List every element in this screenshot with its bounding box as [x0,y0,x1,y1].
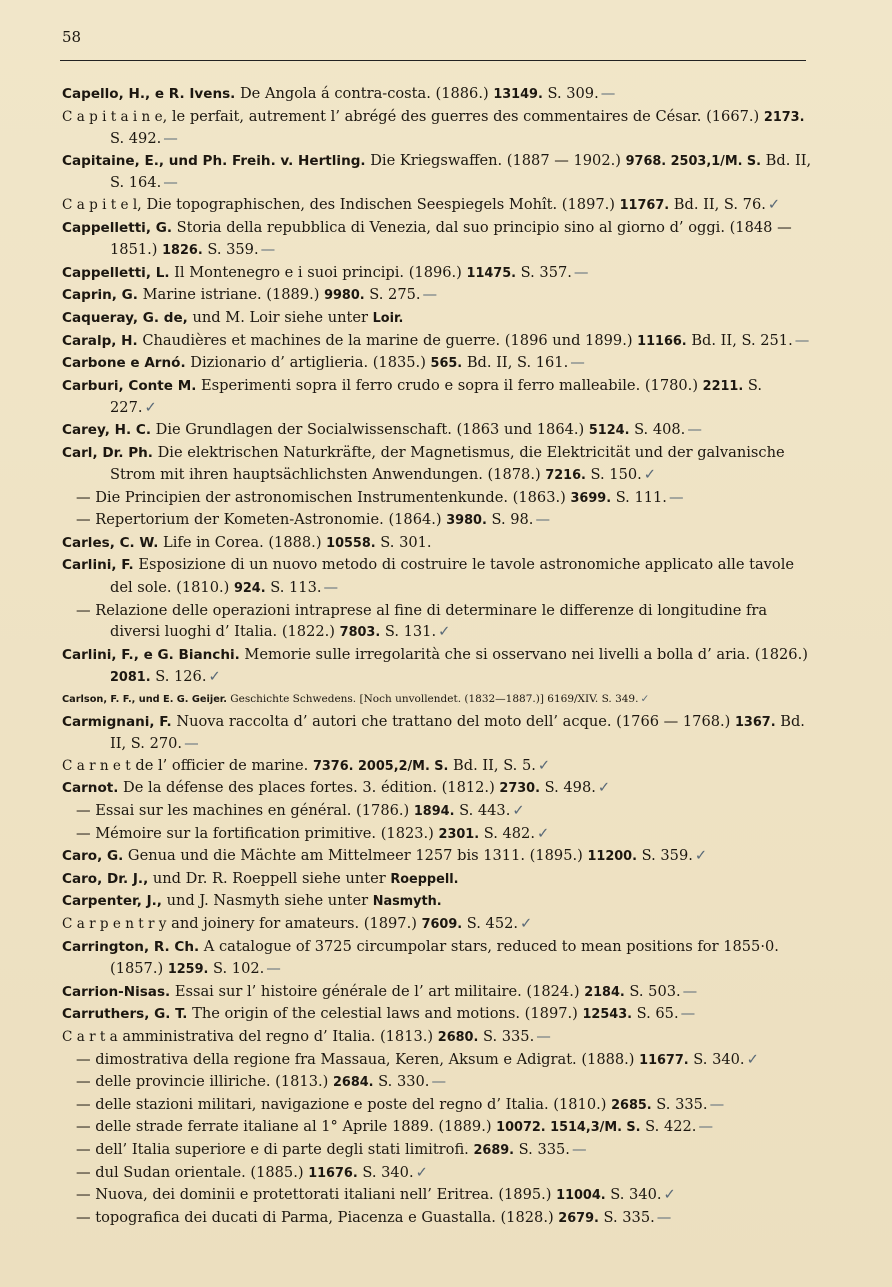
index-entry [62,509,812,532]
entry-catalog-number: 2301. [438,826,480,842]
entry-author: Capello, H., e R. Ivens. [62,86,236,102]
index-entry [62,1003,812,1026]
entry-title: Chaudières et machines de la marine de guerre. (1896 und 1899.) [137,331,638,349]
entry-page-ref: S. 301. [375,533,432,551]
entry-title: and joinery for amateurs. (1897.) [166,914,422,932]
entry-author: C a r t a [62,1028,118,1045]
entry-author: Carbone e Arnó. [62,355,186,372]
entry-page-ref: S. 422. [640,1118,697,1136]
ditto-dash: — [76,1186,96,1204]
entry-page-ref: Bd. II, S. 270. [110,712,805,753]
entry-catalog-number: 2730. [499,781,540,797]
entry-page-ref: S. 452. [462,914,519,932]
index-entry [62,644,812,689]
ditto-dash: — [76,511,96,529]
entry-page-ref: S. 492. [110,130,162,148]
index-entry [62,352,812,375]
handwritten-check-mark-icon: ✓ [537,756,551,774]
entry-title: A catalogue of 3725 circumpolar stars, reduced to mean positions for 1855·0. (1857.) [110,937,779,978]
entry-catalog-number: 2679. [558,1210,599,1226]
entry-author: Carlini, F. [62,557,134,574]
entry-title: Nuova raccolta d’ autori che trattano del moto dell’ acque. (1766 — 1768.) [171,712,735,730]
index-entry [62,777,812,800]
index-entry [62,868,812,891]
entry-author: Carburi, Conte M. [62,377,197,394]
entry-catalog-number: 11767. [619,197,670,213]
handwritten-check-mark-icon: — [571,1140,587,1158]
entry-title: Repertorium der Kometen-Astronomie. (1864.) [95,511,447,529]
entry-page-ref: S. 126. [150,668,207,686]
entry-catalog-number: 10072. 1514,3/M. S. [496,1120,641,1136]
entry-author: C a p i t a i n e [62,108,163,125]
entry-catalog-number: 11166. [637,333,687,349]
index-entry [62,755,812,778]
entry-page-ref: Bd. II, S. 164. [110,151,812,192]
entry-title: Relazione delle operazioni intraprese al fine di determinare le differenze di longitudine fra diversi luoghi d’ Italia. (1822.) [95,601,768,641]
index-entries [62,83,812,1229]
index-entry [62,800,812,823]
entry-page-ref: Bd. II, S. 5. [448,756,536,774]
ditto-dash: — [76,1118,96,1136]
entry-catalog-number: 11004. [556,1188,606,1204]
ditto-dash: — [76,802,96,819]
entry-catalog-number: 11676. [308,1165,358,1181]
handwritten-check-mark-icon: — [260,241,276,259]
handwritten-check-mark-icon: — [323,579,339,597]
handwritten-check-mark-icon: — [600,85,616,102]
handwritten-check-mark-icon: — [573,263,589,281]
index-entry [62,936,812,981]
entry-page-ref: S. 330. [373,1073,430,1091]
index-entry [62,890,812,913]
entry-author: Carlson, F. F., und E. G. Geijer. [62,694,227,706]
entry-title: Marine istriane. (1889.) [137,286,325,304]
entry-title: topografica dei ducati di Parma, Piacenza e Guastalla. (1828.) [95,1208,559,1226]
page-number: 58 [62,28,82,46]
ditto-dash: — [76,1163,96,1181]
index-entry [62,1139,812,1162]
index-entry [62,600,812,644]
entry-catalog-number: 11677. [639,1052,689,1068]
entry-author: C a r n e t [62,757,131,774]
index-entry [62,442,812,487]
entry-title: Dizionario d’ artiglieria. (1835.) [185,354,431,372]
entry-author: Carey, H. C. [62,421,151,438]
entry-catalog-number: Loir. [372,310,404,326]
entry-author: Carnot. [62,780,119,797]
index-entry [62,307,812,330]
index-entry [62,194,812,217]
index-entry [62,217,812,262]
entry-page-ref: S. 98. [486,511,534,529]
entry-author: Capitaine, E., und Ph. Freih. v. Hertling. [62,152,366,169]
entry-catalog-number: 2680. [437,1029,479,1045]
ditto-dash: — [76,1050,96,1068]
index-entry [62,419,812,442]
entry-title: De Angola á contra-costa. (1886.) [235,85,494,102]
handwritten-check-mark-icon: — [431,1073,447,1091]
entry-title: Nuova, dei dominii e protettorati italiani nell’ Eritrea. (1895.) [95,1186,557,1204]
index-entry [62,262,812,285]
entry-page-ref: S. 150. [585,466,642,484]
entry-page-ref: S. 340. [357,1163,414,1181]
index-entry [62,1049,812,1072]
entry-title: dell’ Italia superiore e di parte degli stati limitrofi. [95,1140,474,1158]
handwritten-check-mark-icon: ✓ [746,1050,759,1068]
handwritten-check-mark-icon: ✓ [536,824,550,842]
entry-title: und M. Loir siehe unter [187,308,373,326]
entry-catalog-number: 11200. [587,849,637,865]
entry-author: Caprin, G. [62,287,138,304]
entry-title: delle strade ferrate italiane al 1° Aprile 1889. (1889.) [95,1118,497,1136]
entry-page-ref: S. 357. [516,263,572,281]
entry-catalog-number: 13149. [493,87,543,102]
handwritten-check-mark-icon: — [794,331,810,349]
index-entry [62,823,812,846]
entry-page-ref: S. 65. [632,1005,679,1023]
index-entry [62,83,812,106]
handwritten-check-mark-icon: — [687,420,702,438]
ditto-dash: — [76,488,96,506]
entry-author: Carmignani, F. [62,713,172,730]
entry-page-ref: S. 503. [624,982,681,1000]
entry-page-ref: S. 335. [478,1027,535,1045]
index-entry [62,981,812,1004]
entry-catalog-number: 3699. [570,490,612,506]
handwritten-check-mark-icon: ✓ [520,914,533,932]
entry-title: Die elektrischen Naturkräfte, der Magnetismus, die Elektricität und der galvanische Strom mit ihren hauptsächlichsten Anwendungen. (1878.) [110,443,785,484]
index-entry [62,845,812,868]
entry-catalog-number: 2173. [763,109,805,125]
index-entry [62,532,812,555]
entry-catalog-number: 12543. [582,1007,632,1023]
entry-title: amministrativa del regno d’ Italia. (1813.) [117,1027,438,1045]
handwritten-check-mark-icon: ✓ [208,668,221,686]
entry-catalog-number: 2211. [702,378,744,394]
index-entry [62,1094,812,1117]
index-entry [62,330,812,353]
entry-author: Caqueray, G. de, [62,309,188,326]
entry-catalog-number: 1894. [413,804,455,819]
entry-title: Il Montenegro e i suoi principi. (1896.) [169,263,467,281]
handwritten-check-mark-icon: ✓ [663,1186,676,1204]
header-rule [60,60,806,61]
handwritten-check-mark-icon: ✓ [767,195,781,213]
entry-catalog-number: 5124. [588,422,630,438]
entry-catalog-number: 11475. [466,265,517,281]
index-entry [62,1207,812,1230]
entry-page-ref: S. 443. [454,802,511,819]
entry-catalog-number: 565. [430,356,463,372]
entry-title: Geschichte Schwedens. [Noch unvollendet. (1832—1887.)] 6169/XIV. S. 349. [226,693,639,706]
entry-page-ref: S. 102. [208,960,265,978]
entry-title: Storia della repubblica di Venezia, dal suo principio sino al giorno d’ oggi. (1848 — 1851.) [110,218,792,259]
index-entry [62,711,812,755]
entry-title: Esperimenti sopra il ferro crudo e sopra il ferro malleabile. (1780.) [196,376,703,394]
entry-page-ref: S. 498. [539,779,596,797]
ditto-dash: — [76,1208,96,1226]
entry-catalog-number: 9768. 2503,1/M. S. [625,153,762,169]
entry-catalog-number: 2684. [332,1075,374,1091]
entry-catalog-number: 10558. [326,535,376,551]
entry-title: Genua und die Mächte am Mittelmeer 1257 bis 1311. (1895.) [123,847,588,865]
entry-page-ref: S. 482. [479,824,535,842]
entry-author: Carrion-Nisas. [62,983,171,1000]
entry-page-ref: Bd. II, S. 161. [462,354,569,372]
index-entry [62,1026,812,1049]
handwritten-check-mark-icon: — [536,1027,551,1045]
entry-author: Carl, Dr. Ph. [62,444,153,461]
entry-author: Carruthers, G. T. [62,1006,188,1023]
index-entry [62,1162,812,1185]
handwritten-check-mark-icon: — [184,735,199,753]
entry-page-ref: S. 335. [651,1095,708,1113]
entry-title: , Die topographischen, des Indischen Seespiegels Mohît. (1897.) [137,195,620,213]
index-entry [62,554,812,599]
entry-catalog-number: Roeppell. [390,871,459,887]
ditto-dash: — [76,601,96,619]
entry-catalog-number: 9980. [324,288,365,304]
ditto-dash: — [76,1073,96,1091]
entry-catalog-number: 7216. [545,468,586,484]
index-entry [62,1184,812,1207]
entry-author: Caro, G. [62,848,124,865]
entry-title: De la défense des places fortes. 3. édition. (1812.) [118,779,500,797]
entry-author: Carrington, R. Ch. [62,938,200,955]
entry-page-ref: S. 131. [380,623,437,641]
entry-page-ref: S. 408. [629,420,686,438]
handwritten-check-mark-icon: — [680,1005,696,1023]
entry-title: Essai sur les machines en général. (1786.) [95,802,414,819]
entry-author: Cappelletti, G. [62,219,172,236]
entry-title: Die Grundlagen der Socialwissenschaft. (1863 und 1864.) [150,420,589,438]
ditto-dash: — [76,1140,96,1158]
entry-title: delle stazioni militari, navigazione e poste del regno d’ Italia. (1810.) [95,1095,612,1113]
entry-page-ref: S. 359. [202,241,259,259]
index-entry [62,284,812,307]
entry-page-ref: S. 335. [598,1208,655,1226]
entry-catalog-number: 7609. [421,916,463,932]
handwritten-check-mark-icon: ✓ [643,466,657,484]
entry-title: The origin of the celestial laws and motions. (1897.) [187,1005,583,1023]
handwritten-check-mark-icon: — [682,982,698,1000]
entry-title: dul Sudan orientale. (1885.) [95,1163,309,1181]
ditto-dash: — [76,1095,96,1113]
index-entry [62,689,812,711]
handwritten-check-mark-icon: — [422,286,438,304]
entry-author: Caralp, H. [62,332,138,349]
entry-title: dimostrativa della regione fra Massaua, Keren, Aksum e Adigrat. (1888.) [95,1050,640,1068]
handwritten-check-mark-icon: ✓ [144,399,157,417]
entry-title: , le perfait, autrement l’ abrégé des guerres des commentaires de César. (1667.) [162,107,764,125]
entry-page-ref: S. 340. [688,1050,745,1068]
entry-page-ref: Bd. II, S. 76. [669,195,766,213]
entry-catalog-number: Nasmyth. [372,894,442,910]
entry-author: Carles, C. W. [62,534,159,551]
entry-title: und Dr. R. Roeppell siehe unter [148,869,391,887]
ditto-dash: — [76,824,96,842]
entry-title: Memorie sulle irregolarità che si osservano nei livelli a bolla d’ aria. (1826.) [239,645,808,663]
entry-page-ref: S. 113. [265,579,322,597]
entry-title: Die Principien der astronomischen Instrumentenkunde. (1863.) [95,488,571,506]
handwritten-check-mark-icon: — [163,174,178,192]
index-entry [62,487,812,510]
entry-title: Die Kriegswaffen. (1887 — 1902.) [365,151,626,169]
entry-page-ref: S. 335. [514,1140,570,1158]
entry-author: Carpenter, J., [62,893,162,910]
entry-title: Esposizione di un nuovo metodo di costruire le tavole astronomiche applicato alle tavole del sole. (1810.) [110,556,795,597]
handwritten-check-mark-icon: ✓ [640,693,650,706]
entry-catalog-number: 2184. [584,984,625,1000]
handwritten-check-mark-icon: — [570,354,585,372]
index-entry [62,375,812,419]
entry-author: C a p i t e l [62,196,138,213]
entry-title: Essai sur l’ histoire générale de l’ art militaire. (1824.) [170,982,585,1000]
index-entry [62,913,812,936]
handwritten-check-mark-icon: ✓ [512,802,525,819]
entry-page-ref: Bd. II, S. 251. [686,331,793,349]
entry-author: Carlini, F., e G. Bianchi. [62,646,240,663]
entry-catalog-number: 1259. [167,962,209,978]
entry-page-ref: S. 227. [110,376,762,417]
entry-page-ref: S. 340. [605,1186,662,1204]
handwritten-check-mark-icon: — [535,511,551,529]
handwritten-check-mark-icon: ✓ [415,1163,428,1181]
entry-page-ref: S. 359. [636,847,693,865]
entry-title: und J. Nasmyth siehe unter [161,892,373,910]
entry-catalog-number: 7803. [339,625,381,641]
handwritten-check-mark-icon: — [668,488,684,506]
entry-catalog-number: 2081. [110,670,151,686]
handwritten-check-mark-icon: ✓ [694,847,708,865]
entry-author: Caro, Dr. J., [62,870,149,887]
handwritten-check-mark-icon: ✓ [597,779,611,797]
entry-catalog-number: 924. [233,581,266,597]
entry-author: Cappelletti, L. [62,264,170,281]
entry-page-ref: S. 309. [542,85,599,102]
entry-catalog-number: 2685. [611,1097,652,1113]
handwritten-check-mark-icon: — [656,1208,672,1226]
entry-catalog-number: 1826. [162,243,203,259]
index-entry [62,1116,812,1139]
entry-author: C a r p e n t r y [62,915,167,932]
entry-page-ref: S. 111. [611,488,667,506]
handwritten-check-mark-icon: — [163,130,178,148]
entry-catalog-number: 1367. [735,714,776,730]
index-entry [62,150,812,194]
entry-title: Mémoire sur la fortification primitive. (1823.) [95,824,439,842]
entry-catalog-number: 2689. [473,1142,515,1158]
entry-title: de l’ officier de marine. [130,756,313,774]
index-entry [62,106,812,150]
handwritten-check-mark-icon: ✓ [438,623,451,641]
handwritten-check-mark-icon: — [266,960,281,978]
entry-title: delle provincie illiriche. (1813.) [95,1073,333,1091]
index-entry [62,1071,812,1094]
handwritten-check-mark-icon: — [709,1095,725,1113]
entry-page-ref: S. 275. [364,286,421,304]
handwritten-check-mark-icon: — [698,1118,714,1136]
entry-catalog-number: 3980. [446,513,487,529]
entry-catalog-number: 7376. 2005,2/M. S. [312,758,449,774]
entry-title: Life in Corea. (1888.) [158,533,327,551]
